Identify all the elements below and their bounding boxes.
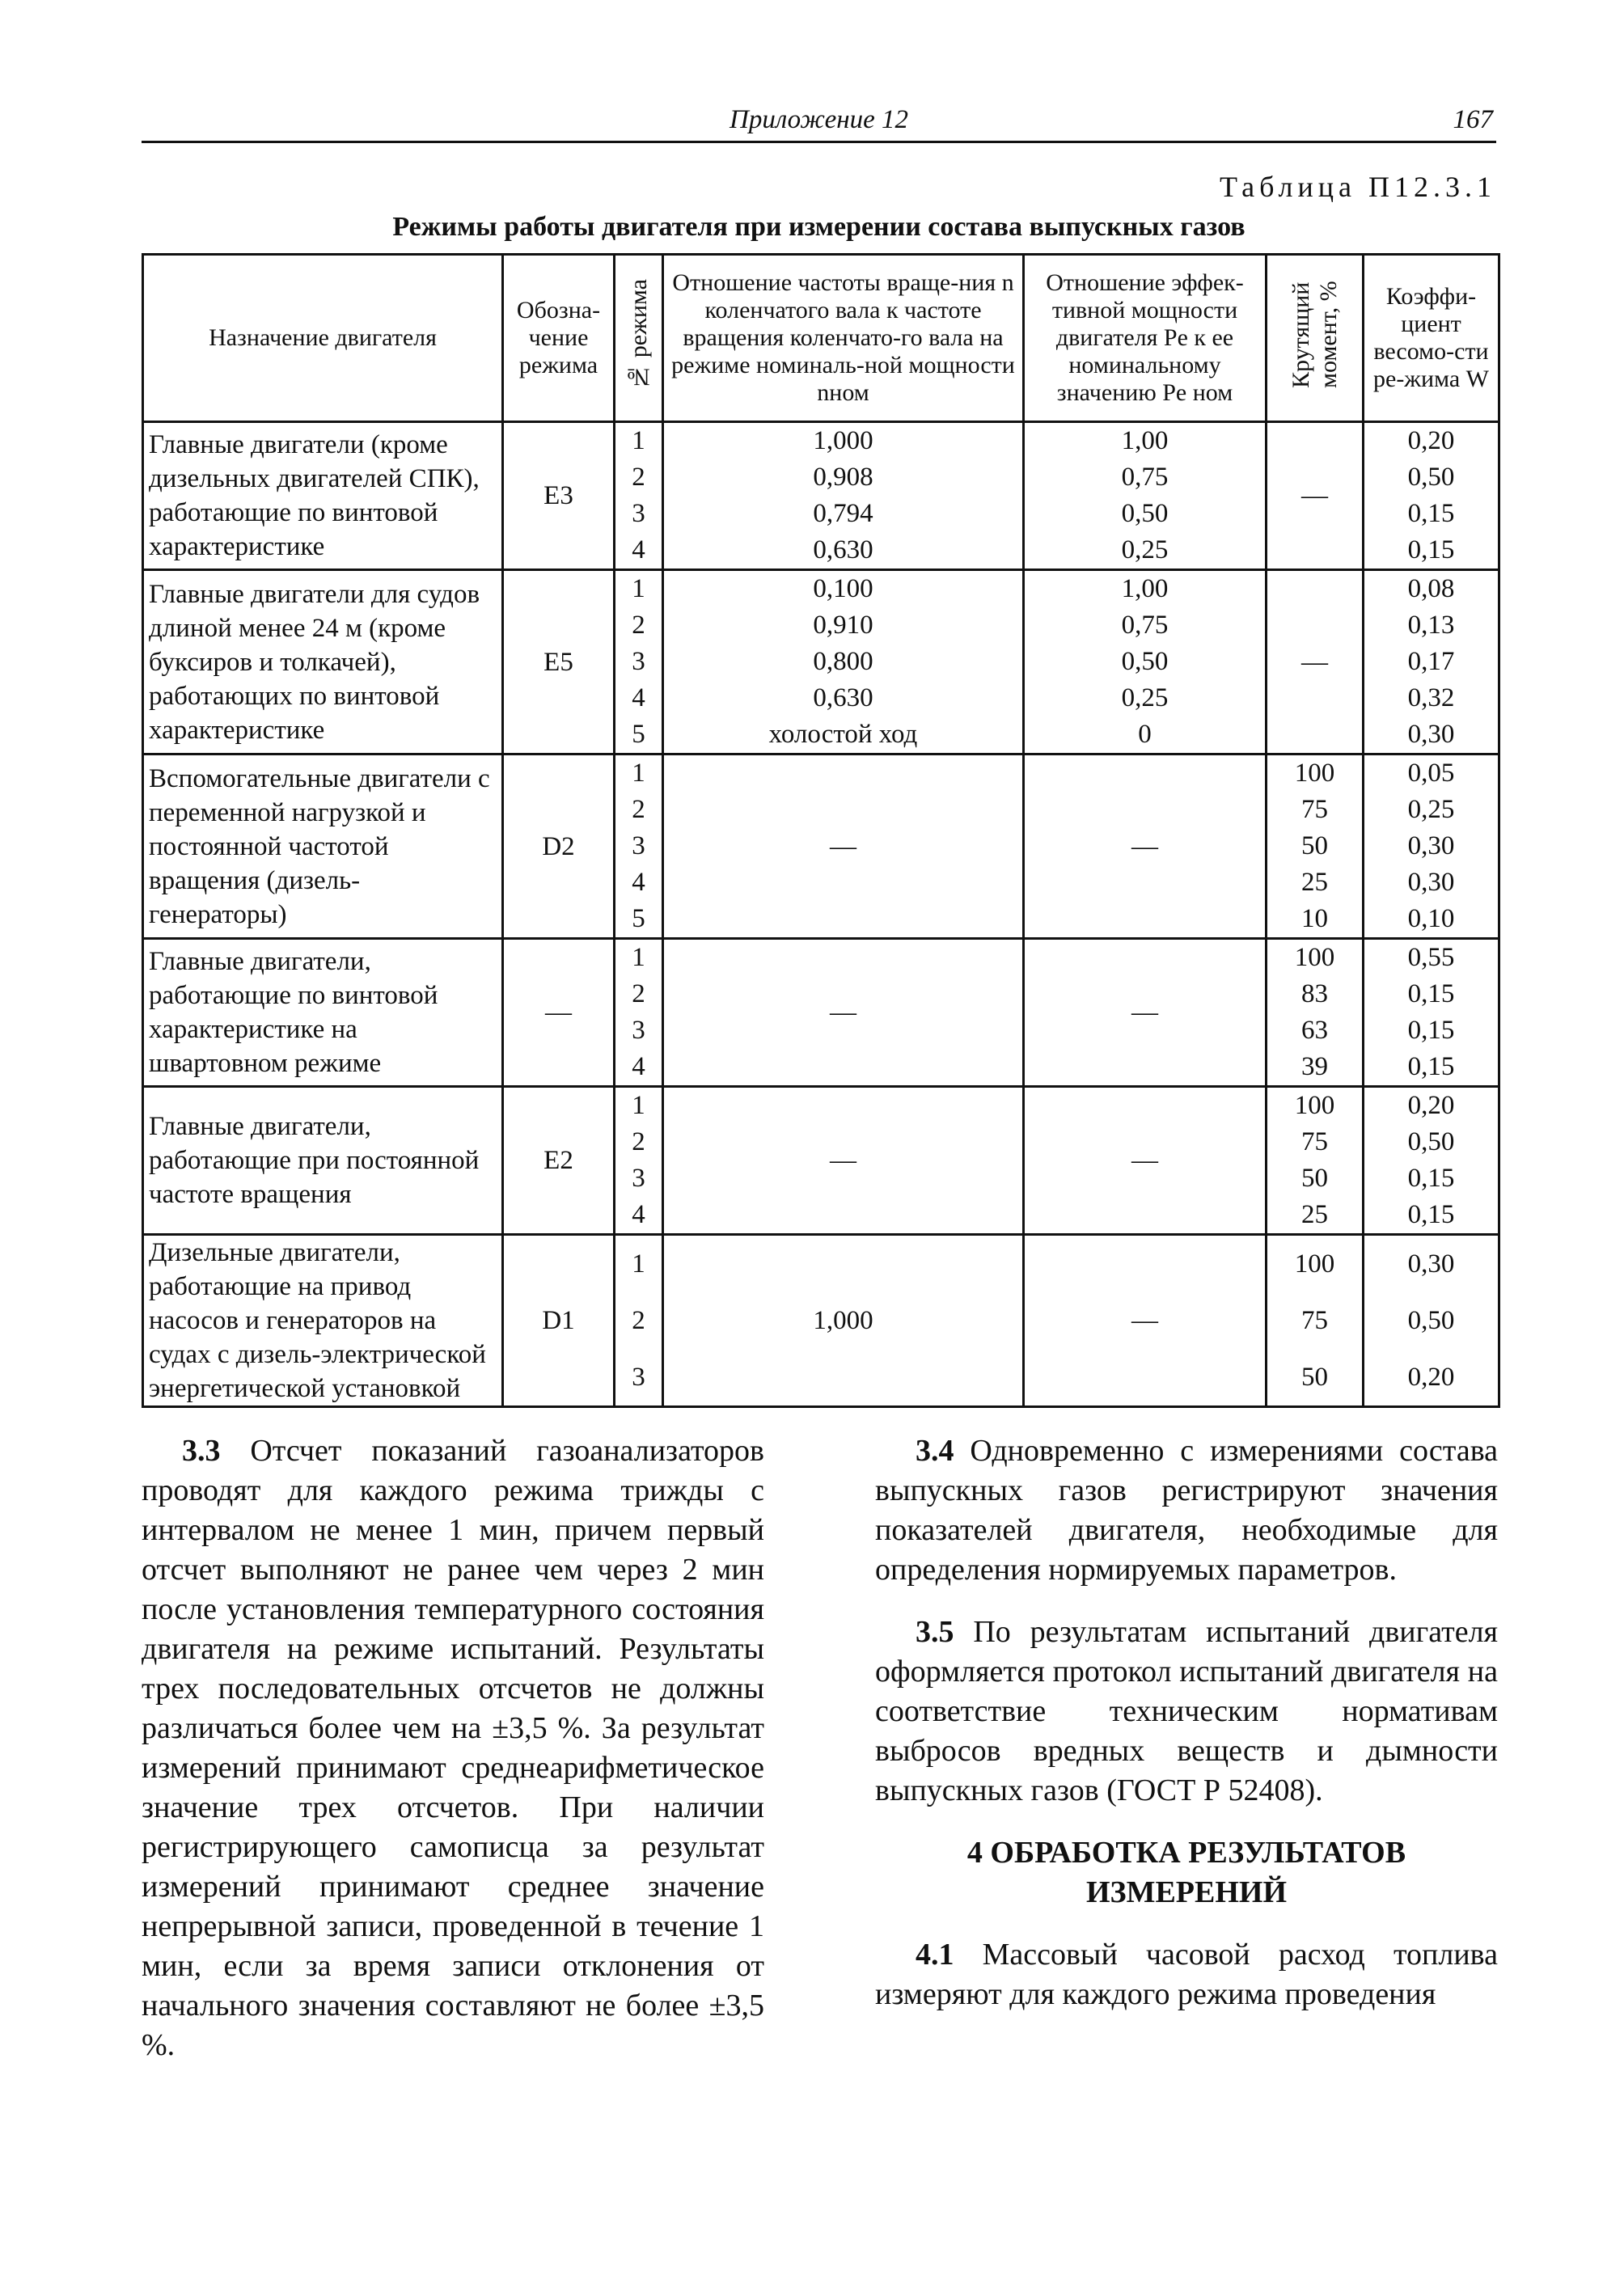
torque-cell-value: 75 bbox=[1301, 1127, 1328, 1156]
weight-cell-value: 0,15 bbox=[1407, 1200, 1455, 1229]
running-header bbox=[142, 105, 1496, 143]
engine-purpose: Главные двигатели, работающие по винтовой характеристике на швартовном режиме bbox=[149, 947, 438, 1078]
speed-ratio-cell-value: — bbox=[830, 831, 856, 861]
torque-cell-value: 100 bbox=[1294, 1091, 1335, 1120]
power-ratio-cell bbox=[1024, 1087, 1267, 1235]
power-ratio-cell-value: 0,50 bbox=[1121, 647, 1169, 676]
weight-cell-value: 0,08 bbox=[1407, 574, 1455, 603]
paragraph-number: 3.5 bbox=[916, 1615, 954, 1649]
power-ratio-cell-value: — bbox=[1131, 998, 1158, 1027]
torque-cell-value: 63 bbox=[1301, 1016, 1328, 1045]
table-row bbox=[143, 755, 1499, 939]
paragraph-text: Отсчет показаний газоанализаторов проводят для каждого режима трижды с интервалом не менее 1 мин, причем первый отсчет выполняют не ранее чем через 2 мин после установления температурного состояния двигателя на режиме испытаний. Результаты трех последовательных отсчетов не должны различаться более чем на ±3,5 %. За результат измерений принимают среднеарифметическое значение трех отсчетов. При наличии регистрирующего самописца за результат измерений принимают среднее значение непрерывной записи, проведенной в течение 1 мин, если за время записи отклонения от начального значения составляют не более ±3,5 %. bbox=[142, 1434, 764, 2062]
mode-number-cell-value: 2 bbox=[632, 611, 645, 640]
table-header-row bbox=[143, 255, 1499, 422]
power-ratio-cell-value: 0,25 bbox=[1121, 535, 1169, 564]
mode-number-cell-value: 3 bbox=[632, 1016, 645, 1045]
section-4-heading: 4 ОБРАБОТКА РЕЗУЛЬТАТОВ ИЗМЕРЕНИЙ bbox=[966, 1836, 1406, 1909]
table-row bbox=[143, 1235, 1499, 1407]
paragraph-text: Массовый часовой расход топлива измеряют для каждого режима проведения bbox=[875, 1938, 1498, 2011]
torque-cell bbox=[1267, 939, 1364, 1087]
col-speed-ratio: Отношение частоты враще-ния n коленчатого вала к частоте вращения коленчато-го вала на режиме номиналь-ной мощности nном bbox=[663, 255, 1024, 422]
weight-cell-value: 0,30 bbox=[1407, 831, 1455, 860]
torque-cell-value: 100 bbox=[1294, 943, 1335, 972]
mode-number-cell-value: 2 bbox=[632, 1306, 645, 1335]
mode-code-cell bbox=[503, 422, 615, 570]
torque-cell bbox=[1267, 1235, 1364, 1407]
weight-cell-value: 0,50 bbox=[1407, 1127, 1455, 1156]
mode-number-cell-value: 5 bbox=[632, 904, 645, 933]
col-weight: Коэффи-циент весомо-сти ре-жима W bbox=[1364, 255, 1499, 422]
power-ratio-cell-value: 0,50 bbox=[1121, 499, 1169, 528]
speed-ratio-cell-value: 0,630 bbox=[813, 683, 873, 712]
weight-cell-value: 0,15 bbox=[1407, 979, 1455, 1008]
table-row bbox=[143, 422, 1499, 570]
speed-ratio-cell bbox=[663, 939, 1024, 1087]
col-purpose: Назначение двигателя bbox=[143, 255, 503, 422]
power-ratio-cell-value: 1,00 bbox=[1121, 426, 1169, 455]
paragraph-text: По результатам испытаний двигателя оформляется протокол испытаний двигателя на соответствие техническим нормативам выбросов вредных веществ и дымности выпускных газов (ГОСТ Р 52408). bbox=[875, 1615, 1499, 1807]
speed-ratio-cell-value: — bbox=[830, 998, 856, 1027]
torque-cell-value: 25 bbox=[1301, 868, 1328, 897]
mode-number-cell-value: 4 bbox=[632, 1200, 645, 1229]
mode-code-cell bbox=[503, 1235, 615, 1407]
engine-purpose-cell bbox=[143, 755, 503, 939]
power-ratio-cell-value: — bbox=[1131, 1306, 1158, 1335]
weight-cell-value: 0,15 bbox=[1407, 535, 1455, 564]
mode-code-cell-value: E3 bbox=[543, 481, 573, 510]
weight-cell-value: 0,15 bbox=[1407, 1164, 1455, 1193]
mode-number-cell-value: 4 bbox=[632, 1052, 645, 1081]
mode-number-cell-value: 1 bbox=[632, 943, 645, 972]
engine-purpose-cell bbox=[143, 1087, 503, 1235]
weight-cell-value: 0,55 bbox=[1407, 943, 1455, 972]
paragraph-number: 3.3 bbox=[182, 1434, 221, 1468]
mode-number-cell bbox=[615, 1235, 663, 1407]
torque-cell-value: 75 bbox=[1301, 795, 1328, 824]
mode-code-cell bbox=[503, 939, 615, 1087]
weight-cell bbox=[1364, 570, 1499, 755]
speed-ratio-cell bbox=[663, 422, 1024, 570]
power-ratio-cell-value: — bbox=[1131, 831, 1158, 861]
power-ratio-cell bbox=[1024, 939, 1267, 1087]
torque-cell-value: 25 bbox=[1301, 1200, 1328, 1229]
table-label: Таблица П12.3.1 bbox=[1220, 171, 1496, 203]
paragraph-4-1 bbox=[875, 1935, 1498, 2014]
torque-cell-value: 100 bbox=[1294, 1249, 1335, 1279]
engine-purpose-cell bbox=[143, 422, 503, 570]
torque-cell-value: 50 bbox=[1301, 1164, 1328, 1193]
engine-purpose: Дизельные двигатели, работающие на привод насосов и генераторов на судах с дизель-электрической энергетической установкой bbox=[149, 1238, 486, 1403]
speed-ratio-cell-value: 0,100 bbox=[813, 574, 873, 603]
mode-number-cell-value: 3 bbox=[632, 647, 645, 676]
col-mode-number-label: № режима bbox=[624, 279, 652, 391]
speed-ratio-cell bbox=[663, 570, 1024, 755]
mode-number-cell-value: 1 bbox=[632, 1249, 645, 1279]
right-text-column bbox=[875, 1431, 1498, 2037]
page-number: 167 bbox=[1453, 105, 1493, 134]
paragraph-3-3 bbox=[142, 1431, 764, 2065]
speed-ratio-cell-value: 0,908 bbox=[813, 463, 873, 492]
torque-cell bbox=[1267, 422, 1364, 570]
weight-cell-value: 0,30 bbox=[1407, 1249, 1455, 1279]
mode-code-cell bbox=[503, 1087, 615, 1235]
mode-code-cell-value: — bbox=[545, 998, 572, 1027]
torque-cell-value: 75 bbox=[1301, 1306, 1328, 1335]
weight-cell-value: 0,10 bbox=[1407, 904, 1455, 933]
speed-ratio-cell-value: 0,630 bbox=[813, 535, 873, 564]
weight-cell-value: 0,15 bbox=[1407, 1016, 1455, 1045]
mode-code-cell-value: D1 bbox=[542, 1306, 575, 1335]
torque-cell-value: 39 bbox=[1301, 1052, 1328, 1081]
torque-cell-value: 50 bbox=[1301, 831, 1328, 860]
table-row bbox=[143, 1087, 1499, 1235]
engine-purpose-cell bbox=[143, 570, 503, 755]
torque-cell-value: — bbox=[1301, 481, 1328, 510]
mode-number-cell bbox=[615, 570, 663, 755]
table-body bbox=[143, 422, 1499, 1407]
mode-number-cell-value: 3 bbox=[632, 499, 645, 528]
mode-number-cell-value: 2 bbox=[632, 463, 645, 492]
torque-cell bbox=[1267, 755, 1364, 939]
engine-purpose-cell bbox=[143, 939, 503, 1087]
torque-cell-value: 83 bbox=[1301, 979, 1328, 1008]
mode-number-cell bbox=[615, 939, 663, 1087]
weight-cell bbox=[1364, 422, 1499, 570]
col-torque-label: Крутящий момент, % bbox=[1287, 281, 1342, 389]
paragraph-3-4 bbox=[875, 1431, 1498, 1590]
table-caption: Режимы работы двигателя при измерении состава выпускных газов bbox=[392, 212, 1245, 242]
paragraph-text: Одновременно с измерениями состава выпускных газов регистрируют значения показателей двигателя, необходимые для определения нормируемых параметров. bbox=[875, 1434, 1499, 1587]
torque-cell-value: — bbox=[1301, 647, 1328, 677]
power-ratio-cell bbox=[1024, 570, 1267, 755]
col-power-ratio: Отношение эффек-тивной мощности двигателя Pe к ее номинальному значению Pe ном bbox=[1024, 255, 1267, 422]
power-ratio-cell-value: 0,25 bbox=[1121, 683, 1169, 712]
speed-ratio-cell-value: — bbox=[830, 1146, 856, 1175]
engine-purpose: Главные двигатели для судов длиной менее 24 м (кроме буксиров и толкачей), работающих по винтовой характеристике bbox=[149, 579, 480, 745]
power-ratio-cell bbox=[1024, 422, 1267, 570]
mode-number-cell-value: 3 bbox=[632, 1164, 645, 1193]
weight-cell-value: 0,30 bbox=[1407, 868, 1455, 897]
mode-number-cell-value: 2 bbox=[632, 1127, 645, 1156]
speed-ratio-cell-value: 1,000 bbox=[813, 426, 873, 455]
mode-number-cell-value: 5 bbox=[632, 720, 645, 749]
speed-ratio-cell-value: 0,800 bbox=[813, 647, 873, 676]
mode-code-cell bbox=[503, 755, 615, 939]
mode-number-cell-value: 1 bbox=[632, 426, 645, 455]
torque-cell bbox=[1267, 570, 1364, 755]
weight-cell bbox=[1364, 939, 1499, 1087]
col-mode-number bbox=[615, 255, 663, 422]
weight-cell-value: 0,50 bbox=[1407, 463, 1455, 492]
speed-ratio-cell-value: 0,910 bbox=[813, 611, 873, 640]
weight-cell-value: 0,05 bbox=[1407, 759, 1455, 788]
engine-purpose-cell bbox=[143, 1235, 503, 1407]
mode-number-cell-value: 4 bbox=[632, 868, 645, 897]
mode-number-cell-value: 1 bbox=[632, 1091, 645, 1120]
mode-number-cell-value: 3 bbox=[632, 1363, 645, 1392]
weight-cell-value: 0,50 bbox=[1407, 1306, 1455, 1335]
weight-cell bbox=[1364, 1235, 1499, 1407]
engine-modes-table bbox=[142, 253, 1500, 1408]
col-torque bbox=[1267, 255, 1364, 422]
mode-number-cell-value: 4 bbox=[632, 535, 645, 564]
engine-purpose: Главные двигатели, работающие при постоянной частоте вращения bbox=[149, 1112, 480, 1209]
power-ratio-cell-value: 1,00 bbox=[1121, 574, 1169, 603]
mode-code-cell-value: E5 bbox=[543, 647, 573, 677]
speed-ratio-cell bbox=[663, 1087, 1024, 1235]
mode-code-cell-value: D2 bbox=[542, 831, 575, 861]
speed-ratio-cell-value: 1,000 bbox=[813, 1306, 873, 1335]
mode-code-cell-value: E2 bbox=[543, 1146, 573, 1175]
weight-cell-value: 0,15 bbox=[1407, 499, 1455, 528]
mode-number-cell bbox=[615, 422, 663, 570]
power-ratio-cell bbox=[1024, 755, 1267, 939]
table-row bbox=[143, 939, 1499, 1087]
mode-number-cell-value: 4 bbox=[632, 683, 645, 712]
weight-cell-value: 0,17 bbox=[1407, 647, 1455, 676]
weight-cell-value: 0,13 bbox=[1407, 611, 1455, 640]
power-ratio-cell-value: 0 bbox=[1138, 720, 1152, 749]
power-ratio-cell-value: 0,75 bbox=[1121, 611, 1169, 640]
mode-code-cell bbox=[503, 570, 615, 755]
power-ratio-cell-value: 0,75 bbox=[1121, 463, 1169, 492]
mode-number-cell bbox=[615, 1087, 663, 1235]
speed-ratio-cell-value: холостой ход bbox=[768, 720, 918, 749]
table-row bbox=[143, 570, 1499, 755]
mode-number-cell-value: 1 bbox=[632, 759, 645, 788]
running-title: Приложение 12 bbox=[730, 105, 908, 134]
paragraph-number: 3.4 bbox=[916, 1434, 954, 1468]
weight-cell-value: 0,30 bbox=[1407, 720, 1455, 749]
weight-cell-value: 0,15 bbox=[1407, 1052, 1455, 1081]
speed-ratio-cell-value: 0,794 bbox=[813, 499, 873, 528]
weight-cell-value: 0,20 bbox=[1407, 426, 1455, 455]
paragraph-number: 4.1 bbox=[916, 1938, 954, 1972]
torque-cell-value: 100 bbox=[1294, 759, 1335, 788]
weight-cell-value: 0,25 bbox=[1407, 795, 1455, 824]
mode-number-cell-value: 3 bbox=[632, 831, 645, 860]
torque-cell-value: 50 bbox=[1301, 1363, 1328, 1392]
weight-cell bbox=[1364, 755, 1499, 939]
mode-number-cell bbox=[615, 755, 663, 939]
weight-cell-value: 0,20 bbox=[1407, 1363, 1455, 1392]
mode-number-cell-value: 2 bbox=[632, 979, 645, 1008]
col-mode-code: Обозна-чение режима bbox=[503, 255, 615, 422]
left-text-column bbox=[142, 1431, 764, 2088]
speed-ratio-cell bbox=[663, 1235, 1024, 1407]
paragraph-3-5 bbox=[875, 1613, 1498, 1811]
engine-purpose: Главные двигатели (кроме дизельных двигателей СПК), работающие по винтовой характеристике bbox=[149, 430, 480, 561]
mode-number-cell-value: 2 bbox=[632, 795, 645, 824]
torque-cell bbox=[1267, 1087, 1364, 1235]
speed-ratio-cell bbox=[663, 755, 1024, 939]
mode-number-cell-value: 1 bbox=[632, 574, 645, 603]
torque-cell-value: 10 bbox=[1301, 904, 1328, 933]
weight-cell-value: 0,20 bbox=[1407, 1091, 1455, 1120]
power-ratio-cell-value: — bbox=[1131, 1146, 1158, 1175]
weight-cell-value: 0,32 bbox=[1407, 683, 1455, 712]
power-ratio-cell bbox=[1024, 1235, 1267, 1407]
engine-purpose: Вспомогательные двигатели с переменной нагрузкой и постоянной частотой вращения (дизель-генераторы) bbox=[149, 763, 490, 929]
weight-cell bbox=[1364, 1087, 1499, 1235]
